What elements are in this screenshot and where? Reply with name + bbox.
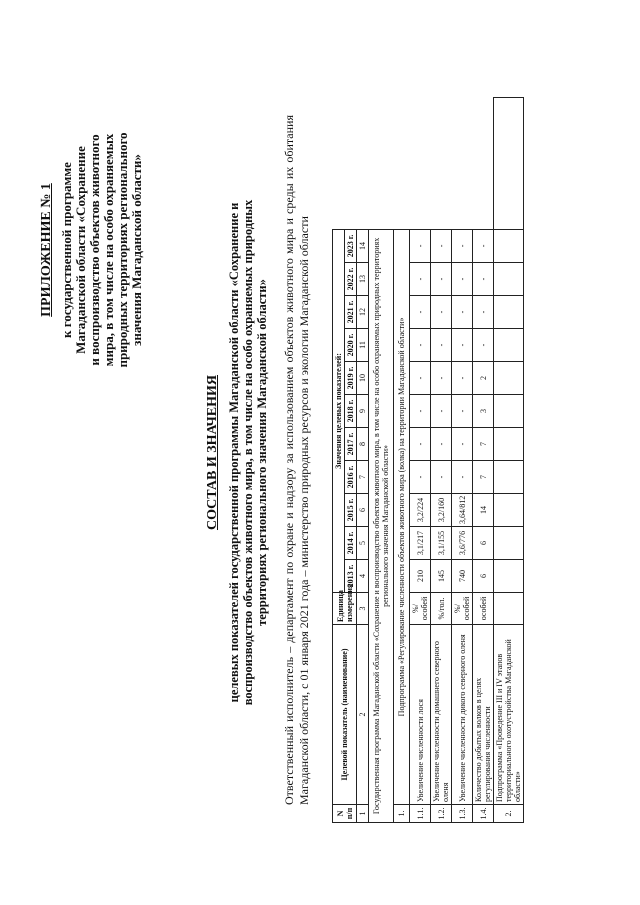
row-name: Увеличение численности лося [410,625,431,805]
year-cell: 2023 г. [345,229,357,262]
row-value: 145 [431,560,452,593]
header-unit: Единица измерения [333,593,357,625]
row-value: 7 [473,428,494,461]
row-value: - [431,296,452,329]
row-num: 1.1. [410,805,431,823]
column-number-row [357,98,369,823]
header-name: Целевой показатель (наименование) [333,625,357,805]
row-value: - [410,362,431,395]
table-row [473,98,494,823]
year-cell: 2015 г. [345,494,357,527]
appendix-heading: ПРИЛОЖЕНИЕ № 1 [39,183,54,317]
row-value: 6 [473,527,494,560]
row-value: - [410,296,431,329]
row-value: 3,6/776 [452,527,473,560]
empty-cell [494,395,524,428]
title-main: СОСТАВ И ЗНАЧЕНИЯ [205,374,220,531]
empty-cell [494,527,524,560]
colnum-cell: 8 [357,428,369,461]
responsible-executor-text: Ответственный исполнитель – департамент по охране и надзору за использованием объектов животного мира и среды их обитания Магаданской области, с 01 января 2021 года – министерство природных ресурсов и экологии Магаданской области [282,115,311,805]
empty-cell [494,362,524,395]
colnum-cell: 10 [357,362,369,395]
row-value: - [431,461,452,494]
row-value: 6 [473,560,494,593]
appendix-line: мира, в том числе на особо охраняемых [101,133,116,367]
row-value: - [431,395,452,428]
row-value: 7 [473,461,494,494]
row-value: 14 [473,494,494,527]
header-num: N п/п [333,805,357,823]
year-cell: 2014 г. [345,527,357,560]
appendix-line: Магаданской области «Сохранение [73,146,88,354]
row-value: - [431,263,452,296]
row-unit: %/гол. [431,593,452,625]
row-name: Количество добытых волков в целях регулирования численности [473,625,494,805]
table-row [431,98,452,823]
row-value: - [431,428,452,461]
year-cell: 2016 г. [345,461,357,494]
table-row [452,98,473,823]
year-cell: 2019 г. [345,362,357,395]
row-unit: %/особей [452,593,473,625]
row-value: 3,2/160 [431,494,452,527]
appendix-line: и воспроизводство объектов животного [87,134,102,366]
appendix-line: к государственной программе [59,162,74,338]
appendix-line: природных территориях регионального [115,132,130,368]
year-cell: 2018 г. [345,395,357,428]
header-values: Значения целевых показателей: [333,229,345,592]
row-value: - [473,229,494,262]
row-value: - [410,329,431,362]
colnum-cell: 13 [357,263,369,296]
row-num: 1.4. [473,805,494,823]
row-value: 3,1/217 [410,527,431,560]
row-value: - [410,229,431,262]
empty-cell [494,428,524,461]
subprogram-num: 2. [494,805,524,823]
row-name: Увеличение численности домашнего северного оленя [431,625,452,805]
appendix-line: значения Магаданской области» [129,154,144,346]
row-num: 1.3. [452,805,473,823]
row-value: - [452,362,473,395]
subprogram-title: Подпрограмма «Проведение III и IV этапов территориального охотустройства Магаданской области» [494,625,524,805]
colnum-cell: 3 [357,593,369,625]
row-value: - [410,263,431,296]
subprogram-title: Подпрограмма «Регулирование численности объектов животного мира (волка) на территории Магаданской области» [394,229,410,804]
colnum-cell: 5 [357,527,369,560]
row-value: - [410,395,431,428]
row-value: - [473,329,494,362]
row-value: 740 [452,560,473,593]
row-value: - [431,229,452,262]
program-title-cell: Государственная программа Магаданской области «Сохранение и воспроизводство объектов животного мира, в том числе на особо охраняемых природных территориях регионального значения Магаданской области» [369,229,394,822]
colnum-cell: 12 [357,296,369,329]
row-value: - [452,428,473,461]
row-unit: %/особей [410,593,431,625]
row-value: - [431,329,452,362]
empty-cell [494,296,524,329]
row-value: - [473,263,494,296]
empty-cell [494,593,524,625]
row-value: 3 [473,395,494,428]
colnum-cell: 6 [357,494,369,527]
colnum-cell: 4 [357,560,369,593]
row-name: Увеличение численности дикого северного оленя [452,625,473,805]
empty-cell [494,560,524,593]
colnum-cell: 14 [357,229,369,262]
row-value: - [452,329,473,362]
indicators-table [332,97,524,823]
row-value: - [473,296,494,329]
year-cell: 2013 г. [345,560,357,593]
year-cell: 2020 г. [345,329,357,362]
empty-cell [494,494,524,527]
row-value: 3,1/155 [431,527,452,560]
year-cell: 2017 г. [345,428,357,461]
row-value: - [410,428,431,461]
title-sub: целевых показателей государственной программы Магаданской области «Сохранение и воспроизводство объектов животного мира, в том числе на особо охраняемых природных территориях регионального значения Магаданской области» [227,199,269,706]
program-row [369,98,394,823]
empty-cell [494,98,524,230]
appendix-block [40,100,144,400]
row-value: - [452,263,473,296]
empty-cell [494,461,524,494]
colnum-cell: 1 [357,805,369,823]
subprogram-row [394,98,410,823]
row-value: - [452,395,473,428]
row-value: 3,2/224 [410,494,431,527]
row-value: - [431,362,452,395]
colnum-cell: 7 [357,461,369,494]
empty-cell [494,329,524,362]
year-cell: 2021 г. [345,296,357,329]
year-cell: 2022 г. [345,263,357,296]
row-num: 1.2. [431,805,452,823]
row-value: 2 [473,362,494,395]
colnum-cell: 9 [357,395,369,428]
document-title [205,180,269,725]
subprogram-row [494,98,524,823]
empty-cell [494,229,524,262]
colnum-cell: 2 [357,625,369,805]
row-value: 210 [410,560,431,593]
row-value: - [452,229,473,262]
row-value: 3,64/812 [452,494,473,527]
empty-cell [494,263,524,296]
colnum-cell: 11 [357,329,369,362]
row-value: - [452,296,473,329]
row-unit: особей [473,593,494,625]
table-header-row [333,98,345,823]
table-row [410,98,431,823]
row-value: - [410,461,431,494]
row-value: - [452,461,473,494]
subprogram-num: 1. [394,805,410,823]
